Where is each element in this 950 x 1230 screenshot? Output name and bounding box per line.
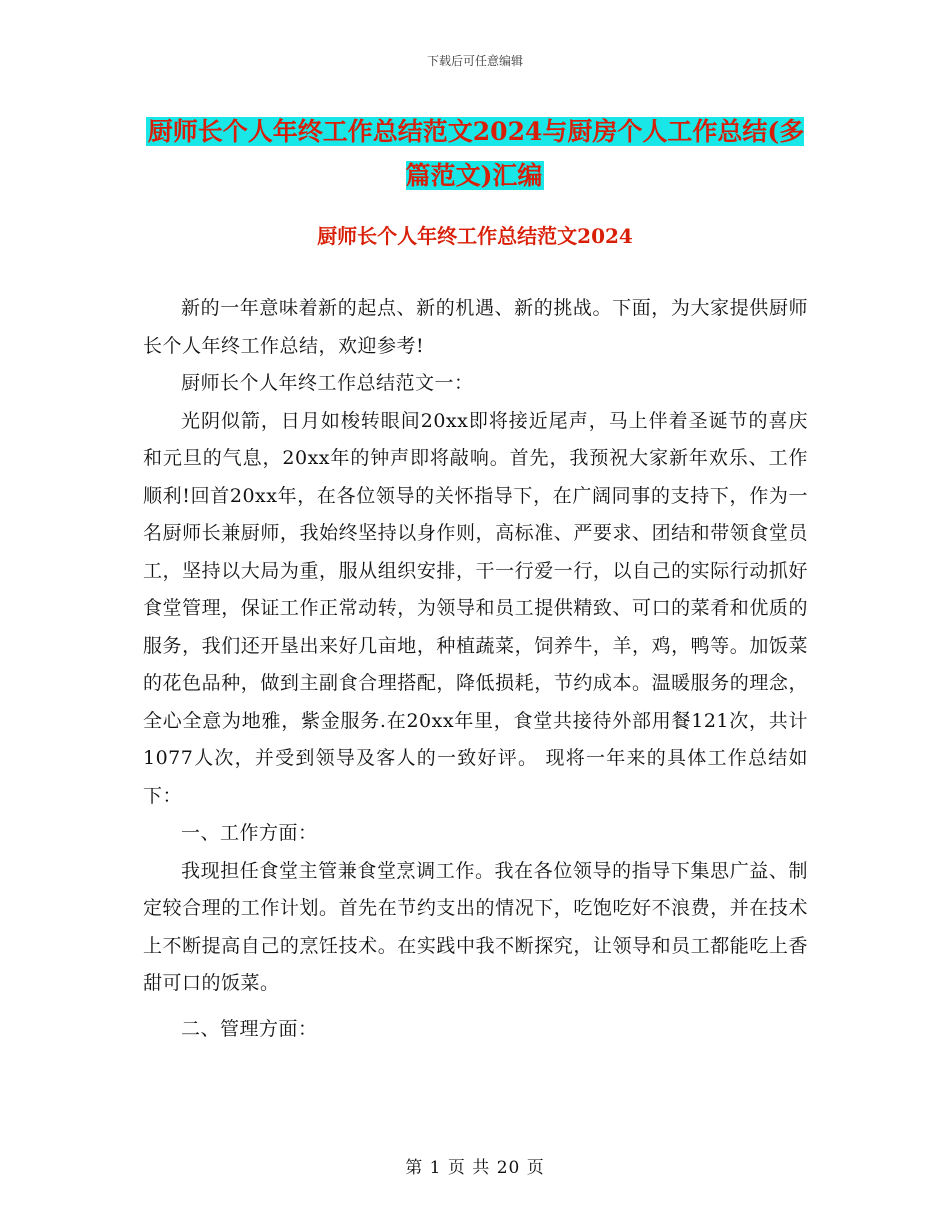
paragraph-main: 光阴似箭，日月如梭转眼间20xx即将接近尾声，马上伴着圣诞节的喜庆和元旦的气息，20xx年的钟声即将敲响。首先，我预祝大家新年欢乐、工作顺利!回首20xx年，在各位领导的关怀指导下，在广阔同事的支持下，作为一名厨师长兼厨师，我始终坚持以身作则，高标准、严要求、团结和带领食堂员工，坚持以大局为重，服从组织安排，干一行爱一行，以自己的实际行动抓好食堂管理，保证工作正常动转，为领导和员工提供精致、可口的菜肴和优质的服务，我们还开垦出来好几亩地，种植蔬菜，饲养牛，羊，鸡，鸭等。加饭菜的花色品种，做到主副食合理搭配，降低损耗，节约成本。温暖服务的理念，全心全意为地雅，紫金服务.在20xx年里，食堂共接待外部用餐121次，共计1077人次，并受到领导及客人的一致好评。 现将一年来的具体工作总结如下： [143, 409, 808, 807]
paragraph-work-heading: 一、工作方面： [181, 822, 318, 844]
document-title-text: 厨师长个人年终工作总结范文2024与厨房个人工作总结(多篇范文)汇编 [147, 117, 805, 190]
document-body [143, 290, 808, 1048]
section-title: 厨师长个人年终工作总结范文2024 [317, 224, 633, 248]
page-number: 第 1 页 共 20 页 [405, 1158, 545, 1178]
paragraph-intro: 新的一年意味着新的起点、新的机遇、新的挑战。下面，为大家提供厨师长个人年终工作总结，欢迎参考! [143, 297, 808, 357]
paragraph-management-heading: 二、管理方面： [181, 1017, 318, 1040]
document-title [140, 110, 810, 198]
paragraph-work: 我现担任食堂主管兼食堂烹调工作。我在各位领导的指导下集思广益、制定较合理的工作计划。首先在节约支出的情况下，吃饱吃好不浪费，并在技术上不断提高自己的烹饪技术。在实践中我不断探究，让领导和员工都能吃上香甜可口的饭菜。 [143, 859, 808, 994]
paragraph-sample-heading: 厨师长个人年终工作总结范文一： [181, 372, 474, 394]
header-note: 下载后可任意编辑 [426, 54, 523, 68]
